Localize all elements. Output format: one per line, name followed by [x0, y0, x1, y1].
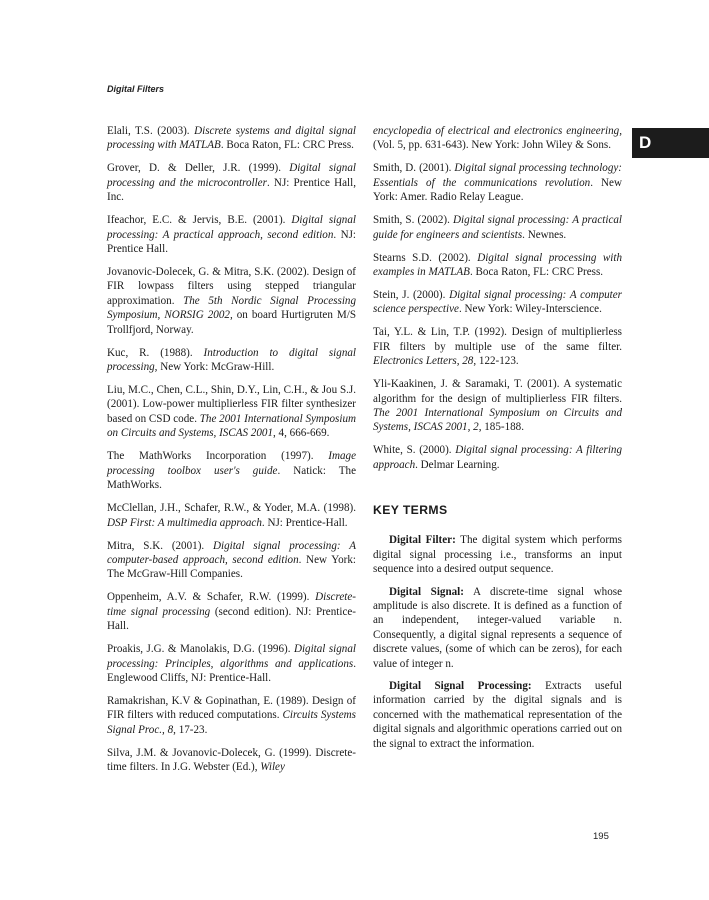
reference-entry: Grover, D. & Deller, J.R. (1999). Digital signal processing and the microcontroller. NJ: Prentice Hall, Inc. [107, 162, 356, 204]
key-term-definition: Digital Signal: A discrete-time signal whose amplitude is also discrete. It is defined as a function of an independent, integer-valued variable n. Consequently, a digital signal represents a sequence of discrete values, (some of which can be zeros), for each value of integer n. [373, 585, 622, 670]
reference-entry: Smith, S. (2002). Digital signal processing: A practical guide for engineers and scientists. Newnes. [373, 214, 622, 241]
reference-entry: Liu, M.C., Chen, C.L., Shin, D.Y., Lin, C.H., & Jou S.J. (2001). Low-power multiplierless FIR filter synthesizer based on CSD code. The 2001 International Symposium on Circuits and Systems, ISCAS 2001, 4, 666-669. [107, 384, 357, 440]
reference-entry: Ramakrishan, K.V & Gopinathan, E. (1989). Design of FIR filters with reduced computations. Circuits Systems Signal Proc., 8, 17-23. [107, 694, 356, 736]
key-term-definition: Digital Signal Processing: Extracts useful information carried by the digital signals and is concerned with the mathematical representation of the digital signals and algorithmic operations carried out on the signal to extract the information. [373, 679, 622, 750]
reference-entry: Elali, T.S. (2003). Discrete systems and digital signal processing with MATLAB. Boca Raton, FL: CRC Press. [107, 125, 356, 152]
reference-entry: Ifeachor, E.C. & Jervis, B.E. (2001). Digital signal processing: A practical approach, second edition. NJ: Prentice Hall. [107, 214, 356, 256]
references-left-column [107, 124, 356, 783]
reference-entry: White, S. (2000). Digital signal processing: A filtering approach. Delmar Learning. [373, 444, 623, 471]
key-terms-heading: KEY TERMS [373, 503, 448, 518]
reference-entry: Stearns S.D. (2002). Digital signal processing with examples in MATLAB. Boca Raton, FL: CRC Press. [373, 251, 622, 279]
reference-entry: Smith, D. (2001). Digital signal processing technology: Essentials of the communications revolution. New York: Amer. Radio Relay League. [373, 162, 622, 204]
reference-entry: Yli-Kaakinen, J. & Saramaki, T. (2001). A systematic algorithm for the design of multiplierless FIR filters. The 2001 International Symposium on Circuits and Systems, ISCAS 2001, 2, 185-188. [373, 378, 622, 434]
reference-entry: Oppenheim, A.V. & Schafer, R.W. (1999). Discrete-time signal processing (second edition). NJ: Prentice-Hall. [107, 591, 356, 633]
reference-entry: Stein, J. (2000). Digital signal processing: A computer science perspective. New York: Wiley-Interscience. [373, 289, 622, 316]
key-term-label: Digital Filter: [389, 534, 456, 547]
key-term-label: Digital Signal Processing: [389, 679, 532, 692]
page-number: 195 [593, 831, 609, 842]
reference-entry: The MathWorks Incorporation (1997). Image processing toolbox user's guide. Natick: The MathWorks. [107, 450, 356, 492]
section-tab: D [632, 128, 709, 158]
reference-entry: encyclopedia of electrical and electronics engineering, (Vol. 5, pp. 631-643). New York: John Wiley & Sons. [373, 125, 622, 152]
reference-entry: Proakis, J.G. & Manolakis, D.G. (1996). Digital signal processing: Principles, algorithms and applications. Englewood Cliffs, NJ: Prentice-Hall. [107, 643, 356, 684]
reference-entry: Tai, Y.L. & Lin, T.P. (1992). Design of multiplierless FIR filters by multiple use of the same filter. Electronics Letters, 28, 122-123. [373, 326, 622, 368]
reference-entry: Jovanovic-Dolecek, G. & Mitra, S.K. (2002). Design of FIR lowpass filters using stepped triangular approximation. The 5th Nordic Signal Processing Symposium, NORSIG 2002, on board Hurtigruten M/S Trollfjord, Norway. [107, 266, 356, 336]
references-right-column [373, 124, 622, 759]
running-head: Digital Filters [107, 84, 165, 94]
key-term-definition: Digital Filter: The digital system which performs digital signal processing i.e., transforms an input sequence into a desired output sequence. [373, 534, 622, 576]
reference-entry: Kuc, R. (1988). Introduction to digital signal processing, New York: McGraw-Hill. [107, 346, 356, 374]
reference-entry: McClellan, J.H., Schafer, R.W., & Yoder, M.A. (1998). DSP First: A multimedia approach. NJ: Prentice-Hall. [107, 502, 356, 529]
key-term-label: Digital Signal: [389, 585, 464, 598]
reference-entry: Mitra, S.K. (2001). Digital signal processing: A computer-based approach, second edition. New York: The McGraw-Hill Companies. [107, 539, 356, 581]
reference-entry: Silva, J.M. & Jovanovic-Dolecek, G. (1999). Discrete-time filters. In J.G. Webster (Ed.), Wiley [107, 746, 356, 774]
